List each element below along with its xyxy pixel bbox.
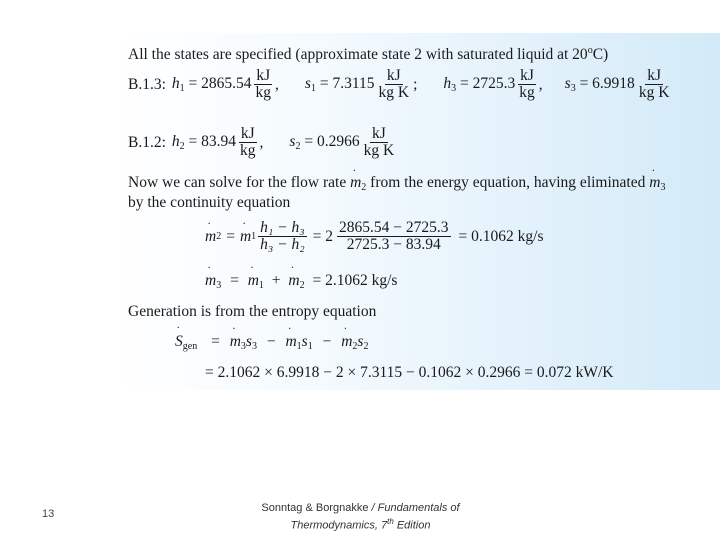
b13-equation-line: B.1.3: $h_1 = 2865.54$ $\frac{kJ}{kg}$ , $s_1 = 7.3115$ $\frac{kJ}{\text{kg K}}$ ; $h_3 = 2725.3$ $\frac{kJ}{kg}$ , $s_3 = 6.9918$ $\frac{kJ}{\text{kg K}}$: [128, 67, 670, 101]
page-number: 13: [42, 508, 55, 520]
s3-unit: $\frac{kJ}{\text{kg K}}$: [638, 67, 670, 101]
enthalpy-ratio-fraction: $\frac{\text{h₁ − h₃}}{\text{h₃ − h₂}}$: [260, 219, 305, 253]
numeric-ratio-fraction: $\frac{2865.54 - 2725.3}{2725.3 - 83.94}$: [339, 219, 449, 253]
mass-flow-equation: m ˙ 2 = m ˙ 1 $\frac{\text{h₁ − h₃}}{\text{h₃ − h₂}}$ = 2 $\frac{2865.54 - 2725.3}{2725.3 - 83.94}$ = 0.1062 kg/s: [205, 220, 544, 253]
s2-term: $s_2 = 0.2966$: [289, 133, 360, 152]
h1-term: $h_1 = 2865.54$: [171, 75, 252, 94]
h1-unit: $\frac{kJ}{kg}$: [255, 67, 272, 101]
s2-unit: $\frac{kJ}{\text{kg K}}$: [363, 125, 395, 159]
generation-text: Generation is from the entropy equation: [128, 303, 377, 320]
energy-text-line-1: Now we can solve for the flow rate m $˙_2$ from the energy equation, having eliminated m $˙_3$: [128, 174, 665, 197]
energy-text-line-2: by the continuity equation: [128, 194, 291, 211]
h2-term: $h_2 = 83.94$: [171, 133, 237, 152]
s1-unit: $\frac{kJ}{\text{kg K}}$: [378, 67, 410, 101]
h3-term: $h_3 = 2725.3$: [443, 75, 516, 94]
b12-equation-line: B.1.2: $h_2 = 83.94$ $\frac{kJ}{kg}$ , $s_2 = 0.2966$ $\frac{kJ}{\text{kg K}}$: [128, 125, 395, 159]
mass-flow-result: = 0.1062 kg/s: [458, 227, 544, 245]
intro-text: All the states are specified (approximate state 2 with saturated liquid at 20$^o$C): [128, 45, 609, 63]
b12-label: B.1.2:: [128, 133, 166, 151]
s3-term: $s_3 = 6.9918$: [564, 75, 635, 94]
b13-label: B.1.3:: [128, 75, 166, 93]
footer-citation: Sonntag & Borgnakke / Fundamentals of Thermodynamics, 7th Edition: [261, 502, 460, 532]
entropy-generation-equation: S $˙_{gen} = m$ $˙_3s_3 - m$ $˙_1s_1 - m$ $˙_2s_2$: [175, 333, 368, 352]
s1-term: $s_1 = 7.3115$: [304, 75, 375, 94]
continuity-equation: m $˙_3 = m$ $˙_1 + m$ $˙_2 = 2.1062$ kg/s: [205, 272, 397, 291]
entropy-generation-result: = 2.1062 × 6.9918 − 2 × 7.3115 − 0.1062 × 0.2966 = 0.072 kW/K: [205, 364, 614, 381]
h2-unit: $\frac{kJ}{kg}$: [240, 125, 256, 159]
h3-unit: $\frac{kJ}{kg}$: [519, 67, 535, 101]
continuity-result: = 2.1062 kg/s: [312, 272, 398, 289]
